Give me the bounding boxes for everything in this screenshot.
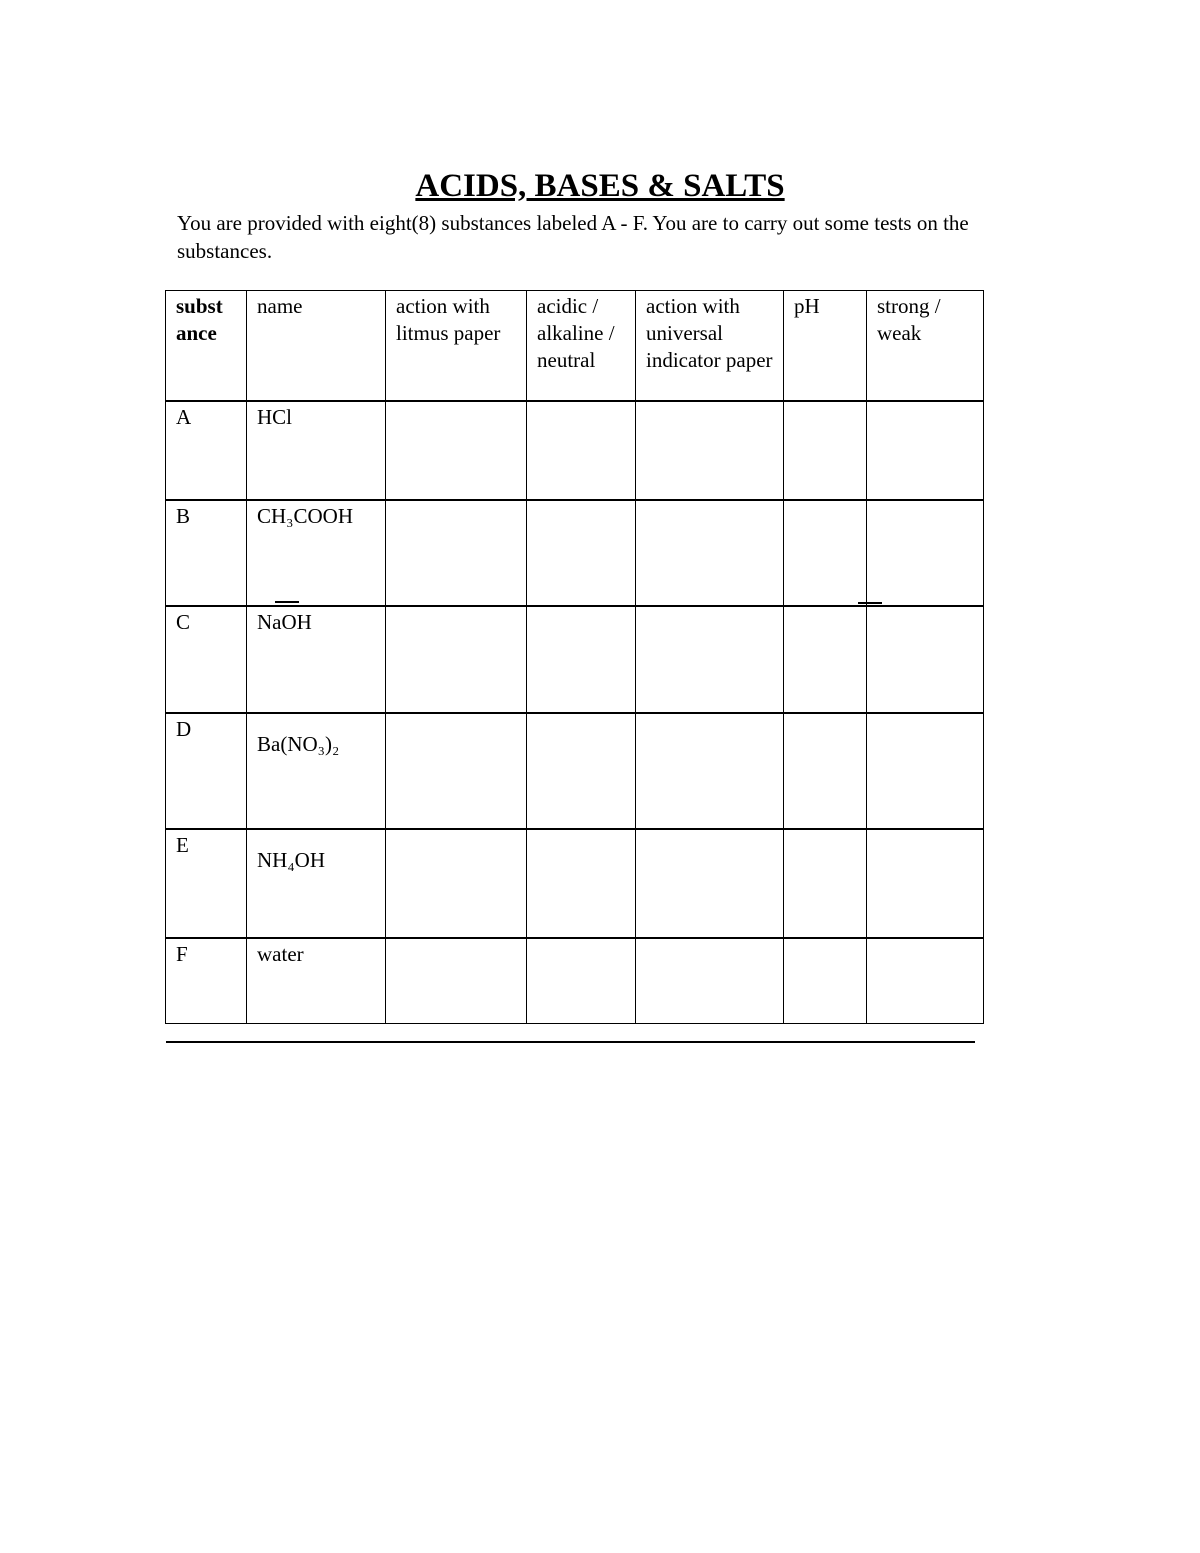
instructions-text: You are provided with eight(8) substances labeled A - F. You are to carry out some tests on the substances. bbox=[177, 211, 969, 263]
substance-label: E bbox=[166, 829, 247, 938]
litmus-cell[interactable] bbox=[386, 500, 527, 606]
bottom-rule bbox=[166, 1041, 975, 1043]
table-row bbox=[166, 938, 984, 1024]
table-row bbox=[166, 500, 984, 606]
table-row bbox=[166, 606, 984, 713]
header-acidic-alkaline-neutral: acidic / alkaline / neutral bbox=[527, 291, 636, 401]
nature-cell[interactable] bbox=[527, 606, 636, 713]
header-strong-weak: strong / weak bbox=[867, 291, 984, 401]
table-row bbox=[166, 401, 984, 500]
substance-name: HCl bbox=[257, 404, 293, 429]
ph-cell[interactable] bbox=[784, 606, 867, 713]
ph-cell[interactable] bbox=[784, 401, 867, 500]
results-table bbox=[165, 290, 984, 1024]
header-substance: subst ance bbox=[166, 291, 247, 401]
table-row bbox=[166, 829, 984, 938]
substance-label: D bbox=[166, 713, 247, 829]
nature-cell[interactable] bbox=[527, 401, 636, 500]
nature-cell[interactable] bbox=[527, 938, 636, 1024]
substance-name: NaOH bbox=[257, 609, 312, 634]
stray-rule-mark bbox=[275, 601, 299, 603]
strength-cell[interactable] bbox=[867, 401, 984, 500]
substance-name: Ba(NO₃)₂ bbox=[257, 731, 340, 756]
ph-cell[interactable] bbox=[784, 713, 867, 829]
litmus-cell[interactable] bbox=[386, 606, 527, 713]
universal-indicator-cell[interactable] bbox=[636, 938, 784, 1024]
substance-label: C bbox=[166, 606, 247, 713]
universal-indicator-cell[interactable] bbox=[636, 401, 784, 500]
ph-cell[interactable] bbox=[784, 829, 867, 938]
strength-cell[interactable] bbox=[867, 606, 984, 713]
strength-cell[interactable] bbox=[867, 713, 984, 829]
strength-cell[interactable] bbox=[867, 938, 984, 1024]
substance-label: B bbox=[166, 500, 247, 606]
header-litmus-action: action with litmus paper bbox=[386, 291, 527, 401]
substance-name-cell bbox=[247, 401, 386, 500]
stray-rule-mark bbox=[858, 602, 882, 604]
universal-indicator-cell[interactable] bbox=[636, 500, 784, 606]
universal-indicator-cell[interactable] bbox=[636, 829, 784, 938]
substance-name: CH₃COOH bbox=[257, 503, 353, 528]
ph-cell[interactable] bbox=[784, 938, 867, 1024]
substance-name: water bbox=[257, 941, 304, 966]
substance-name-cell bbox=[247, 713, 386, 829]
litmus-cell[interactable] bbox=[386, 713, 527, 829]
strength-cell[interactable] bbox=[867, 500, 984, 606]
substance-name-cell bbox=[247, 500, 386, 606]
worksheet-title: ACIDS, BASES & SALTS bbox=[415, 168, 785, 204]
table-row bbox=[166, 713, 984, 829]
strength-cell[interactable] bbox=[867, 829, 984, 938]
substance-name-cell bbox=[247, 829, 386, 938]
litmus-cell[interactable] bbox=[386, 401, 527, 500]
header-name: name bbox=[247, 291, 386, 401]
header-ph: pH bbox=[784, 291, 867, 401]
substance-label: A bbox=[166, 401, 247, 500]
ph-cell[interactable] bbox=[784, 500, 867, 606]
litmus-cell[interactable] bbox=[386, 829, 527, 938]
nature-cell[interactable] bbox=[527, 829, 636, 938]
substance-name: NH₄OH bbox=[257, 847, 325, 872]
litmus-cell[interactable] bbox=[386, 938, 527, 1024]
nature-cell[interactable] bbox=[527, 713, 636, 829]
universal-indicator-cell[interactable] bbox=[636, 606, 784, 713]
universal-indicator-cell[interactable] bbox=[636, 713, 784, 829]
substance-label: F bbox=[166, 938, 247, 1024]
header-universal-indicator-action: action with universal indicator paper bbox=[636, 291, 784, 401]
nature-cell[interactable] bbox=[527, 500, 636, 606]
header-row bbox=[166, 291, 984, 401]
substance-name-cell bbox=[247, 606, 386, 713]
substance-name-cell bbox=[247, 938, 386, 1024]
